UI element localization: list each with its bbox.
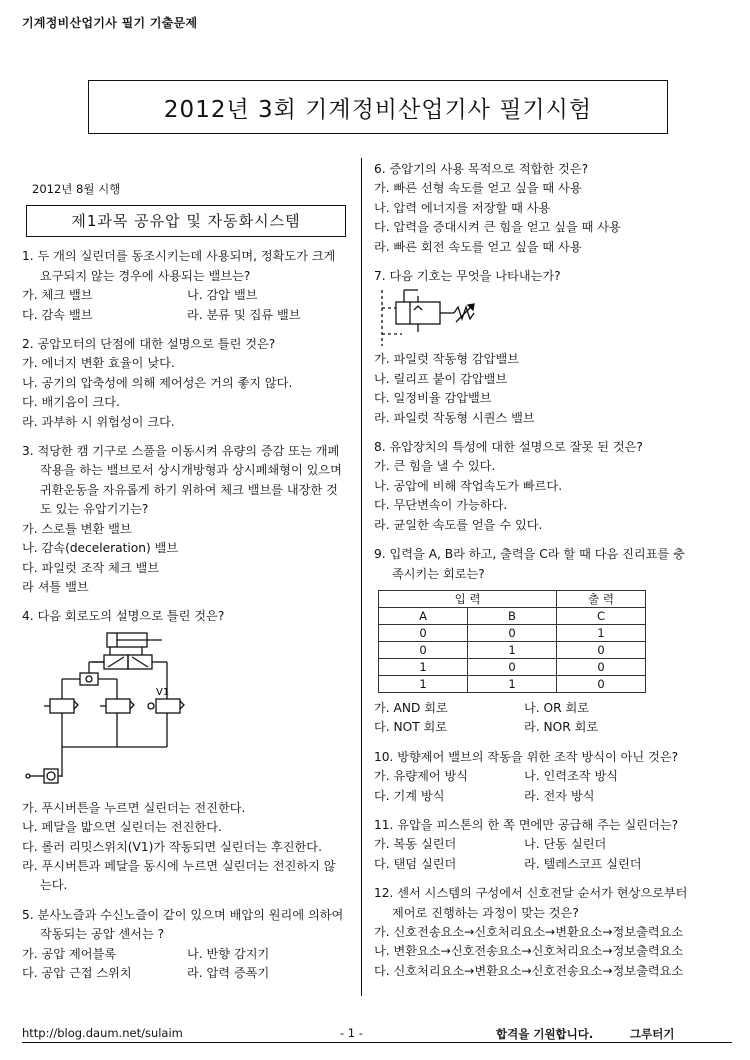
- question-3: [22, 442, 352, 597]
- table-cell: 0: [379, 641, 468, 658]
- choice: 나. 감압 밸브: [187, 288, 258, 303]
- question-text: 12. 센서 시스템의 구성에서 신호전달 순서가 현상으로부터: [374, 886, 688, 901]
- question-4: [22, 607, 352, 895]
- choice: 라. NOR 회로: [524, 720, 599, 735]
- table-cell: 0: [468, 624, 557, 641]
- valve-symbol-diagram: [374, 286, 724, 350]
- table-cell: 0: [557, 658, 646, 675]
- choice: 라. 과부하 시 위험성이 크다.: [22, 414, 175, 429]
- table-header-input: 입 력: [379, 590, 557, 607]
- question-9: [374, 545, 724, 738]
- truth-table: [378, 590, 646, 693]
- choice: 가. 복동 실린더: [374, 837, 457, 852]
- column-divider: [361, 158, 362, 996]
- question-5: [22, 906, 352, 984]
- footer-slogan: 합격을 기원합니다.: [496, 1027, 594, 1041]
- choice: 나. 페달을 밟으면 실린더는 전진한다.: [22, 820, 222, 835]
- pneumatic-circuit-diagram: [22, 627, 352, 799]
- choice: 라. 푸시버튼과 페달을 동시에 누르면 실린더는 전진하지 않: [22, 858, 336, 873]
- choice: 다. 일정비율 감압밸브: [374, 391, 492, 406]
- question-text: 7. 다음 기호는 무엇을 나타내는가?: [374, 269, 561, 284]
- choice: 나. OR 회로: [524, 700, 590, 715]
- question-text: 도 있는 유압기기는?: [40, 502, 149, 517]
- choice: 나. 감속(deceleration) 밸브: [22, 541, 179, 556]
- question-text: 4. 다음 회로도의 설명으로 틀린 것은?: [22, 609, 225, 624]
- choice: 가. 신호전송요소→신호처리요소→변환요소→정보출력요소: [374, 924, 684, 939]
- question-text: 1. 두 개의 실린더를 동조시키는데 사용되며, 정확도가 크게: [22, 249, 336, 264]
- choice: 나. 변환요소→신호전송요소→신호처리요소→정보출력요소: [374, 944, 684, 959]
- choice: 다. 배기음이 크다.: [22, 395, 120, 410]
- question-2: [22, 335, 352, 432]
- page-number: - 1 -: [340, 1026, 363, 1040]
- page-title: 2012년 3회 기계정비산업기사 필기시험: [88, 80, 668, 134]
- choice: 다. 롤러 리밋스위치(V1)가 작동되면 실린더는 후진한다.: [22, 839, 322, 854]
- choice: 다. 신호처리요소→변환요소→신호전송요소→정보출력요소: [374, 963, 684, 978]
- table-row: [379, 641, 646, 658]
- choice: 다. 공압 근접 스위치: [22, 965, 132, 980]
- subject-box: 제1과목 공유압 및 자동화시스템: [26, 205, 346, 237]
- choice: 다. NOT 회로: [374, 720, 448, 735]
- table-col-header: C: [557, 607, 646, 624]
- table-col-header: B: [468, 607, 557, 624]
- choice: 라. 텔레스코프 실린더: [524, 856, 642, 871]
- choice: 나. 공압에 비해 작업속도가 빠르다.: [374, 478, 563, 493]
- choice: 나. 인력조작 방식: [524, 769, 619, 784]
- choice: 나. 압력 에너지를 저장할 때 사용: [374, 200, 551, 215]
- question-10: [374, 748, 724, 806]
- choice: 다. 탠덤 실린더: [374, 856, 457, 871]
- choice: 다. 감속 밸브: [22, 307, 93, 322]
- exam-date: 2012년 8월 시행: [32, 182, 121, 196]
- table-row: [379, 675, 646, 692]
- table-cell: 0: [557, 641, 646, 658]
- table-cell: 1: [468, 641, 557, 658]
- table-cell: 0: [557, 675, 646, 692]
- choice: 는다.: [40, 878, 68, 893]
- choice: 다. 파일럿 조작 체크 밸브: [22, 560, 160, 575]
- question-text: 제어로 진행하는 과정이 맞는 것은?: [392, 905, 579, 920]
- choice: 가. 에너지 변환 효율이 낮다.: [22, 356, 175, 371]
- page-header: 기계정비산업기사 필기 기출문제: [22, 16, 198, 30]
- choice: 가. 공압 제어블록: [22, 946, 117, 961]
- question-text: 9. 입력을 A, B라 하고, 출력을 C라 할 때 다음 진리표를 충: [374, 547, 685, 562]
- table-cell: 1: [557, 624, 646, 641]
- choice: 라. 파일럿 작동형 시퀀스 밸브: [374, 410, 535, 425]
- question-8: [374, 438, 724, 535]
- choice: 다. 무단변속이 가능하다.: [374, 498, 508, 513]
- question-text: 10. 방향제어 밸브의 작동을 위한 조작 방식이 아닌 것은?: [374, 749, 679, 764]
- table-row: [379, 624, 646, 641]
- choice: 라. 분류 및 집류 밸브: [187, 307, 301, 322]
- choice: 라 셔틀 밸브: [22, 579, 89, 594]
- circuit-drawing: [22, 627, 202, 799]
- v1-label: V1: [156, 686, 170, 698]
- question-1: [22, 247, 352, 325]
- question-text: 5. 분사노즐과 수신노즐이 같이 있으며 배압의 원리에 의하여: [22, 907, 344, 922]
- choice: 가. 체크 밸브: [22, 288, 93, 303]
- choice: 라. 균일한 속도를 얻을 수 있다.: [374, 517, 543, 532]
- question-7: [374, 267, 724, 428]
- table-header-output: 출 력: [557, 590, 646, 607]
- choice: 다. 압력을 증대시켜 큰 힘을 얻고 싶을 때 사용: [374, 220, 621, 235]
- question-text: 작용을 하는 밸브로서 상시개방형과 상시폐쇄형이 있으며: [40, 463, 342, 478]
- choice: 다. 기계 방식: [374, 788, 445, 803]
- choice: 가. 큰 힘을 낼 수 있다.: [374, 459, 496, 474]
- question-12: [374, 884, 724, 981]
- choice: 가. 파일럿 작동형 감압밸브: [374, 352, 520, 367]
- table-col-header: A: [379, 607, 468, 624]
- question-text: 6. 증압기의 사용 목적으로 적합한 것은?: [374, 162, 589, 176]
- question-text: 귀환운동을 자유롭게 하기 위하여 체크 밸브를 내장한 것: [40, 482, 338, 497]
- question-text: 작동되는 공압 센서는 ?: [40, 927, 165, 942]
- question-6: [374, 160, 724, 257]
- choice: 가. 스로틀 변환 밸브: [22, 521, 132, 536]
- question-text: 8. 유압장치의 특성에 대한 설명으로 잘못 된 것은?: [374, 440, 643, 455]
- footer-rule: [22, 1042, 732, 1043]
- table-row: [379, 658, 646, 675]
- choice: 가. 푸시버튼을 누르면 실린더는 전진한다.: [22, 800, 246, 815]
- choice: 나. 공기의 압축성에 의해 제어성은 거의 좋지 않다.: [22, 375, 293, 390]
- choice: 가. 유량제어 방식: [374, 769, 469, 784]
- table-cell: 0: [379, 624, 468, 641]
- choice: 나. 반향 감지기: [187, 946, 270, 961]
- footer-author: 그루터기: [630, 1027, 675, 1041]
- footer-url[interactable]: http://blog.daum.net/sulaim: [22, 1026, 183, 1040]
- table-cell: 0: [468, 658, 557, 675]
- valve-symbol-drawing: [374, 286, 484, 350]
- question-text: 11. 유압을 피스톤의 한 쪽 면에만 공급해 주는 실린더는?: [374, 817, 679, 832]
- choice: 나. 단동 실린더: [524, 837, 607, 852]
- question-text: 요구되지 않는 경우에 사용되는 밸브는?: [40, 268, 251, 283]
- table-cell: 1: [379, 675, 468, 692]
- choice: 라. 전자 방식: [524, 788, 595, 803]
- choice: 가. AND 회로: [374, 700, 448, 715]
- table-cell: 1: [468, 675, 557, 692]
- choice: 라. 빠른 회전 속도를 얻고 싶을 때 사용: [374, 239, 582, 254]
- question-text: 2. 공압모터의 단점에 대한 설명으로 틀린 것은?: [22, 337, 276, 352]
- choice: 나. 릴리프 붙이 감압밸브: [374, 371, 508, 386]
- choice: 가. 빠른 선형 속도를 얻고 싶을 때 사용: [374, 181, 582, 196]
- question-11: [374, 816, 724, 874]
- question-text: 족시키는 회로는?: [392, 566, 485, 581]
- left-column: [22, 180, 352, 983]
- choice: 라. 압력 증폭기: [187, 965, 270, 980]
- question-text: 3. 적당한 캠 기구로 스풀을 이동시켜 유량의 증감 또는 개폐: [22, 444, 340, 459]
- right-column: [374, 160, 724, 981]
- table-cell: 1: [379, 658, 468, 675]
